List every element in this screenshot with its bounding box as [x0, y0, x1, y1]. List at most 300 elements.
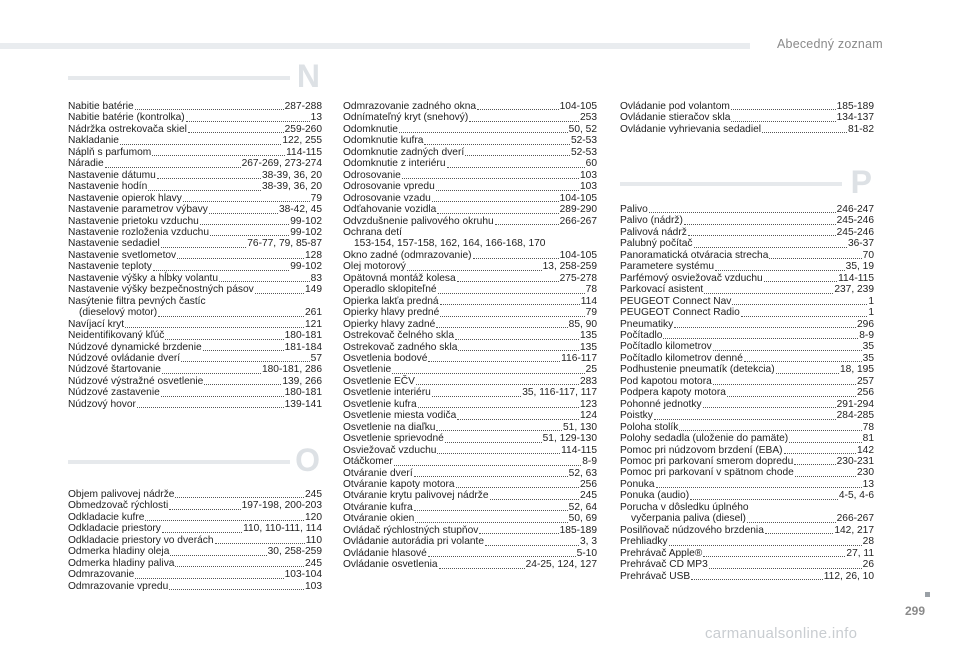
dot-leader — [704, 292, 833, 294]
letter-o: O — [295, 442, 320, 478]
dot-leader — [210, 234, 289, 236]
index-term: Nabitie batérie — [68, 101, 134, 112]
index-column-o-left — [68, 489, 322, 592]
index-entry — [620, 433, 874, 444]
index-entry — [68, 581, 322, 592]
dot-leader — [416, 383, 579, 385]
index-term: Palubný počítač — [620, 238, 693, 250]
index-pages: 142 — [857, 444, 874, 456]
dot-leader — [469, 120, 579, 122]
dot-leader — [125, 326, 304, 328]
index-pages: 245-246 — [836, 215, 874, 227]
dot-leader — [175, 565, 304, 567]
index-term: Ovládač rýchlostných stupňov — [343, 524, 479, 536]
index-term: Otáčkomer — [343, 456, 393, 468]
index-pages: 35, 116-117, 117 — [522, 387, 597, 399]
index-pages: 267-269, 273-274 — [241, 158, 322, 170]
index-pages: 289-290 — [559, 204, 597, 216]
index-entry — [68, 342, 322, 353]
index-entry — [620, 319, 874, 330]
index-entry — [620, 101, 874, 112]
index-entry — [68, 387, 322, 398]
index-entry — [68, 512, 322, 523]
index-pages: 104-105 — [559, 249, 597, 261]
index-pages: 257 — [857, 375, 874, 387]
index-term: (dieselový motor) — [79, 307, 158, 319]
dot-leader — [145, 519, 304, 521]
dot-leader — [392, 372, 585, 374]
dot-leader — [794, 463, 835, 465]
index-entry — [620, 307, 874, 318]
index-term: Ovládanie vyhrievania sedadiel — [620, 123, 762, 135]
dot-leader — [148, 189, 261, 191]
index-entry — [68, 353, 322, 364]
index-entry — [620, 376, 874, 387]
dot-leader — [414, 509, 568, 511]
index-term: Osvetlenie kufra — [343, 398, 417, 410]
index-term: Núdzový hovor — [68, 398, 136, 410]
index-entry — [68, 500, 322, 511]
index-term: Opierky hlavy zadné — [343, 318, 436, 330]
index-term: Nabitie batérie (kontrolka) — [68, 112, 185, 124]
index-entry — [68, 523, 322, 534]
letter-n: N — [296, 58, 320, 94]
index-entry — [620, 490, 874, 501]
index-entry — [620, 445, 874, 456]
index-pages: 103-104 — [284, 569, 322, 581]
index-entry — [620, 559, 874, 570]
index-pages: 81 — [862, 433, 874, 445]
index-pages: 52, 64 — [568, 501, 597, 513]
index-pages: 57 — [310, 352, 322, 364]
dot-leader — [669, 544, 862, 546]
index-term: PEUGEOT Connect Nav — [620, 295, 732, 307]
index-entry — [620, 364, 874, 375]
dot-leader — [105, 166, 241, 168]
dot-leader — [741, 315, 867, 317]
index-entry — [68, 261, 322, 272]
index-pages: 245 — [305, 489, 322, 500]
dot-leader — [215, 542, 305, 544]
index-term: Počítadlo kilometrov denné — [620, 352, 743, 364]
index-entry — [343, 513, 597, 524]
index-entry — [343, 227, 597, 238]
index-term: Otváranie dverí — [343, 467, 413, 479]
dot-leader — [776, 372, 839, 374]
index-entry — [68, 546, 322, 557]
index-entry — [620, 536, 874, 547]
index-term: Odomknutie z interiéru — [343, 158, 446, 170]
index-term: Ostrekovač zadného skla — [343, 341, 458, 353]
dot-leader — [490, 498, 579, 500]
index-entry — [343, 490, 597, 501]
index-term: Odrosovanie vzadu — [343, 192, 431, 204]
index-term: Opierky hlavy predné — [343, 307, 440, 319]
index-term: Podhustenie pneumatík (detekcia) — [620, 364, 775, 376]
index-term: Operadlo sklopiteľné — [343, 284, 437, 296]
index-pages: 283 — [580, 375, 597, 387]
index-entry — [620, 353, 874, 364]
index-entry — [343, 548, 597, 559]
index-term: Nastavenie prietoku vzduchu — [68, 215, 199, 227]
index-term: Olej motorový — [343, 261, 406, 273]
index-pages: 185-189 — [836, 101, 874, 112]
index-pages: 3, 3 — [580, 536, 597, 548]
index-pages: 120 — [305, 511, 322, 523]
index-pages: 78 — [585, 284, 597, 296]
index-term: Odomknutie — [343, 123, 398, 135]
index-entry — [620, 284, 874, 295]
index-pages: 256 — [580, 478, 597, 490]
index-term: Núdzové štartovanie — [68, 364, 161, 376]
index-term: Osvetlenie EČV — [343, 375, 415, 387]
index-entry — [68, 170, 322, 181]
index-term: Nastavenie opierok hlavy — [68, 192, 182, 204]
index-entry — [68, 296, 322, 307]
index-pages: 134-137 — [836, 112, 874, 124]
index-pages: 104-105 — [559, 192, 597, 204]
dot-leader — [447, 166, 585, 168]
index-column-o-right — [620, 101, 874, 135]
index-entry — [68, 569, 322, 580]
index-pages: 38-39, 36, 20 — [261, 181, 322, 193]
index-entry — [620, 124, 874, 135]
index-entry — [68, 193, 322, 204]
index-term: Odmerka hladiny oleja — [68, 546, 170, 558]
index-entry — [68, 204, 322, 215]
dot-leader — [731, 108, 836, 110]
index-pages: 52, 63 — [568, 467, 597, 479]
index-term: Odrosovanie vpredu — [343, 181, 435, 193]
index-term: Ochrana detí — [343, 226, 402, 238]
dot-leader — [181, 360, 310, 362]
index-term: Počítadlo kilometrov — [620, 341, 712, 353]
index-entry — [343, 422, 597, 433]
index-term: Počítadlo — [620, 329, 663, 341]
index-entry — [343, 216, 597, 227]
index-entry — [343, 342, 597, 353]
index-term: Núdzové ovládanie dverí — [68, 352, 181, 364]
dot-leader — [394, 464, 581, 466]
index-term: Otváranie okien — [343, 513, 415, 525]
index-entry — [68, 489, 322, 500]
index-term: Nastavenie rozloženia vzduchu — [68, 226, 210, 238]
index-pages: 99-102 — [290, 261, 322, 273]
index-term: Nastavenie teploty — [68, 261, 152, 273]
index-term: Odvzdušnenie palivového okruhu — [343, 215, 494, 227]
index-entry — [620, 215, 874, 226]
dot-leader — [432, 200, 559, 202]
index-pages: 103 — [305, 580, 322, 592]
dot-leader — [477, 108, 559, 110]
index-entry — [620, 479, 874, 490]
index-entry — [343, 330, 597, 341]
index-term: Pneumatiky — [620, 318, 674, 330]
index-pages: 13 — [310, 112, 322, 124]
index-pages: 5-10 — [576, 547, 597, 559]
dot-leader — [399, 131, 568, 133]
index-term: 153-154, 157-158, 162, 164, 166-168, 170 — [354, 238, 546, 250]
index-entry — [68, 124, 322, 135]
index-entry — [620, 387, 874, 398]
index-entry — [343, 536, 597, 547]
dot-leader — [654, 418, 836, 420]
index-entry — [68, 330, 322, 341]
dot-leader — [663, 337, 858, 339]
dot-leader — [188, 131, 284, 133]
index-term: Osvetlenie interiéru — [343, 387, 431, 399]
dot-leader — [445, 441, 542, 443]
index-entry — [343, 181, 597, 192]
dot-leader — [200, 223, 289, 225]
index-entry — [68, 238, 322, 249]
index-term: Osvetlenie sprievodné — [343, 433, 444, 445]
index-entry — [68, 158, 322, 169]
index-pages: 24-25, 124, 127 — [525, 559, 597, 571]
index-pages: 4-5, 4-6 — [838, 490, 874, 502]
dot-leader — [456, 486, 579, 488]
index-term: Osvetlenie miesta vodiča — [343, 410, 457, 422]
index-term: Núdzové zastavenie — [68, 387, 160, 399]
index-entry — [343, 468, 597, 479]
dot-leader — [135, 108, 284, 110]
index-entry — [343, 502, 597, 513]
dot-leader — [709, 567, 862, 569]
index-entry — [620, 467, 874, 478]
index-entry — [68, 181, 322, 192]
index-pages: 230-231 — [836, 455, 874, 467]
dot-leader — [183, 200, 310, 202]
dot-leader — [407, 269, 542, 271]
index-term: Pod kapotou motora — [620, 375, 712, 387]
index-pages: 114-115 — [561, 444, 597, 456]
index-term: Nádržka ostrekovača skiel — [68, 123, 187, 135]
index-entry — [343, 376, 597, 387]
dot-leader — [674, 326, 856, 328]
dot-leader — [485, 544, 579, 546]
index-term: Palivo (nádrž) — [620, 215, 683, 227]
page-marker — [925, 592, 930, 597]
index-term: Nastavenie dátumu — [68, 169, 156, 181]
index-pages: 284-285 — [836, 410, 874, 422]
index-pages: 60 — [585, 158, 597, 170]
index-pages: 79 — [585, 307, 597, 319]
index-entry — [343, 479, 597, 490]
index-entry — [68, 284, 322, 295]
dot-leader — [694, 246, 847, 248]
index-term: Ovládanie hlasové — [343, 547, 427, 559]
index-entry — [620, 296, 874, 307]
index-pages: 110, 110-111, 114 — [243, 523, 322, 535]
dot-leader — [727, 395, 856, 397]
index-term: Ponuka — [620, 478, 655, 490]
index-term: Odmrazovanie zadného okna — [343, 101, 477, 112]
index-entry — [343, 238, 597, 249]
dot-leader — [428, 360, 560, 362]
index-pages: 1 — [868, 295, 874, 307]
index-pages: 38-42, 45 — [278, 204, 322, 216]
index-entry — [343, 296, 597, 307]
index-term: Nastavenie výšky a hĺbky volantu — [68, 272, 219, 284]
index-entry — [343, 147, 597, 158]
index-term: Parfémový osviežovač vzduchu — [620, 272, 763, 284]
index-entry — [343, 101, 597, 112]
dot-leader — [688, 234, 836, 236]
dot-leader — [414, 475, 568, 477]
index-pages: 99-102 — [290, 215, 322, 227]
dot-leader — [135, 577, 283, 579]
index-entry — [343, 364, 597, 375]
index-entry — [343, 433, 597, 444]
index-entry — [620, 273, 874, 284]
index-pages: 197-198, 200-203 — [241, 500, 322, 512]
index-entry — [68, 135, 322, 146]
dot-leader — [436, 429, 562, 431]
index-pages: 85, 90 — [568, 318, 597, 330]
index-pages: 245 — [580, 490, 597, 502]
dot-leader — [649, 211, 836, 213]
index-pages: 35 — [862, 341, 874, 353]
index-entry — [68, 112, 322, 123]
dot-leader — [424, 143, 570, 145]
index-pages: 246-247 — [836, 204, 874, 215]
letter-divider — [68, 460, 290, 464]
index-term: Poistky — [620, 410, 653, 422]
index-pages: 13, 258-259 — [542, 261, 597, 273]
index-entry — [343, 158, 597, 169]
index-pages: 180-181, 286 — [261, 364, 322, 376]
index-entry — [68, 376, 322, 387]
dot-leader — [418, 406, 579, 408]
index-pages: 122, 255 — [282, 135, 322, 147]
index-entry — [343, 124, 597, 135]
index-pages: 70 — [862, 249, 874, 261]
dot-leader — [175, 496, 304, 498]
dot-leader — [479, 532, 558, 534]
index-pages: 245 — [305, 557, 322, 569]
index-column-o-middle — [343, 101, 597, 571]
index-term: Núdzové výstražné osvetlenie — [68, 375, 204, 387]
index-entry — [68, 147, 322, 158]
index-term: Poloha stolík — [620, 421, 679, 433]
dot-leader — [440, 303, 580, 305]
index-column-n — [68, 101, 322, 410]
index-pages: 35 — [862, 352, 874, 364]
index-term: Ovládanie osvetlenia — [343, 559, 438, 571]
index-term: Odkladacie priestory — [68, 523, 161, 535]
index-pages: 28 — [862, 536, 874, 548]
page-header-title: Abecedný zoznam — [777, 37, 883, 51]
dot-leader — [169, 588, 304, 590]
index-entry — [343, 559, 597, 570]
dot-leader — [713, 383, 856, 385]
dot-leader — [690, 498, 838, 500]
dot-leader — [255, 292, 304, 294]
dot-leader — [165, 338, 283, 340]
index-pages: 287-288 — [284, 101, 322, 112]
index-entry — [68, 558, 322, 569]
dot-leader — [186, 120, 310, 122]
index-term: Otváranie kapoty motora — [343, 478, 455, 490]
dot-leader — [784, 452, 856, 454]
index-pages: 149 — [305, 284, 322, 296]
index-pages: 123 — [580, 398, 597, 410]
index-pages: 110 — [305, 534, 322, 546]
index-pages: 50, 69 — [568, 513, 597, 525]
watermark: carmanualsonline.info — [705, 625, 858, 642]
dot-leader — [169, 508, 240, 510]
index-pages: 38-39, 36, 20 — [261, 169, 322, 181]
index-entry — [343, 250, 597, 261]
index-pages: 104-105 — [559, 101, 597, 112]
index-entry — [620, 261, 874, 272]
index-term: Polohy sedadla (uloženie do pamäte) — [620, 433, 789, 445]
index-term: Odmerka hladiny paliva — [68, 557, 175, 569]
index-entry — [343, 525, 597, 536]
dot-leader — [137, 406, 284, 408]
page-number: 299 — [905, 604, 926, 618]
dot-leader — [656, 486, 862, 488]
dot-leader — [170, 554, 266, 556]
index-entry — [620, 525, 874, 536]
index-entry — [343, 387, 597, 398]
dot-leader — [744, 360, 862, 362]
letter-divider — [68, 76, 290, 80]
index-pages: 121 — [305, 318, 322, 330]
index-pages: 180-181 — [284, 330, 322, 342]
index-entry — [68, 227, 322, 238]
index-term: Prehrávač CD MP3 — [620, 559, 708, 571]
index-entry — [620, 238, 874, 249]
index-term: Nasýtenie filtra pevných častíc — [68, 295, 206, 307]
index-entry — [620, 410, 874, 421]
index-entry — [343, 353, 597, 364]
index-entry — [68, 250, 322, 261]
index-pages: 50, 52 — [568, 123, 597, 135]
dot-leader — [765, 532, 833, 534]
index-entry — [343, 170, 597, 181]
index-pages: 103 — [580, 169, 597, 181]
index-term: Ovládanie pod volantom — [620, 101, 730, 112]
index-pages: 124 — [580, 410, 597, 422]
index-term: Porucha v dôsledku úplného — [620, 501, 749, 513]
dot-leader — [747, 521, 836, 523]
index-pages: 142, 217 — [834, 524, 874, 536]
index-term: Posilňovač núdzového brzdenia — [620, 524, 764, 536]
index-entry — [343, 273, 597, 284]
dot-leader — [684, 223, 836, 225]
dot-leader — [436, 326, 567, 328]
index-term: Odrosovanie — [343, 169, 401, 181]
index-entry — [620, 571, 874, 582]
index-term: Pomoc pri núdzovom brzdení (EBA) — [620, 444, 783, 456]
dot-leader — [458, 349, 579, 351]
index-entry — [68, 319, 322, 330]
dot-leader — [437, 212, 558, 214]
dot-leader — [473, 257, 559, 259]
index-pages: 237, 239 — [834, 284, 874, 296]
index-entry — [343, 319, 597, 330]
index-entry — [343, 135, 597, 146]
index-term: Odomknutie kufra — [343, 135, 424, 147]
index-term: PEUGEOT Connect Radio — [620, 307, 740, 319]
index-term: Náplň s parfumom — [68, 146, 152, 158]
index-pages: 275-278 — [559, 272, 597, 284]
index-pages: 128 — [305, 249, 322, 261]
index-term: Panoramatická otváracia strecha — [620, 249, 769, 261]
dot-leader — [177, 257, 304, 259]
index-term: Prehrávač Apple® — [620, 547, 703, 559]
